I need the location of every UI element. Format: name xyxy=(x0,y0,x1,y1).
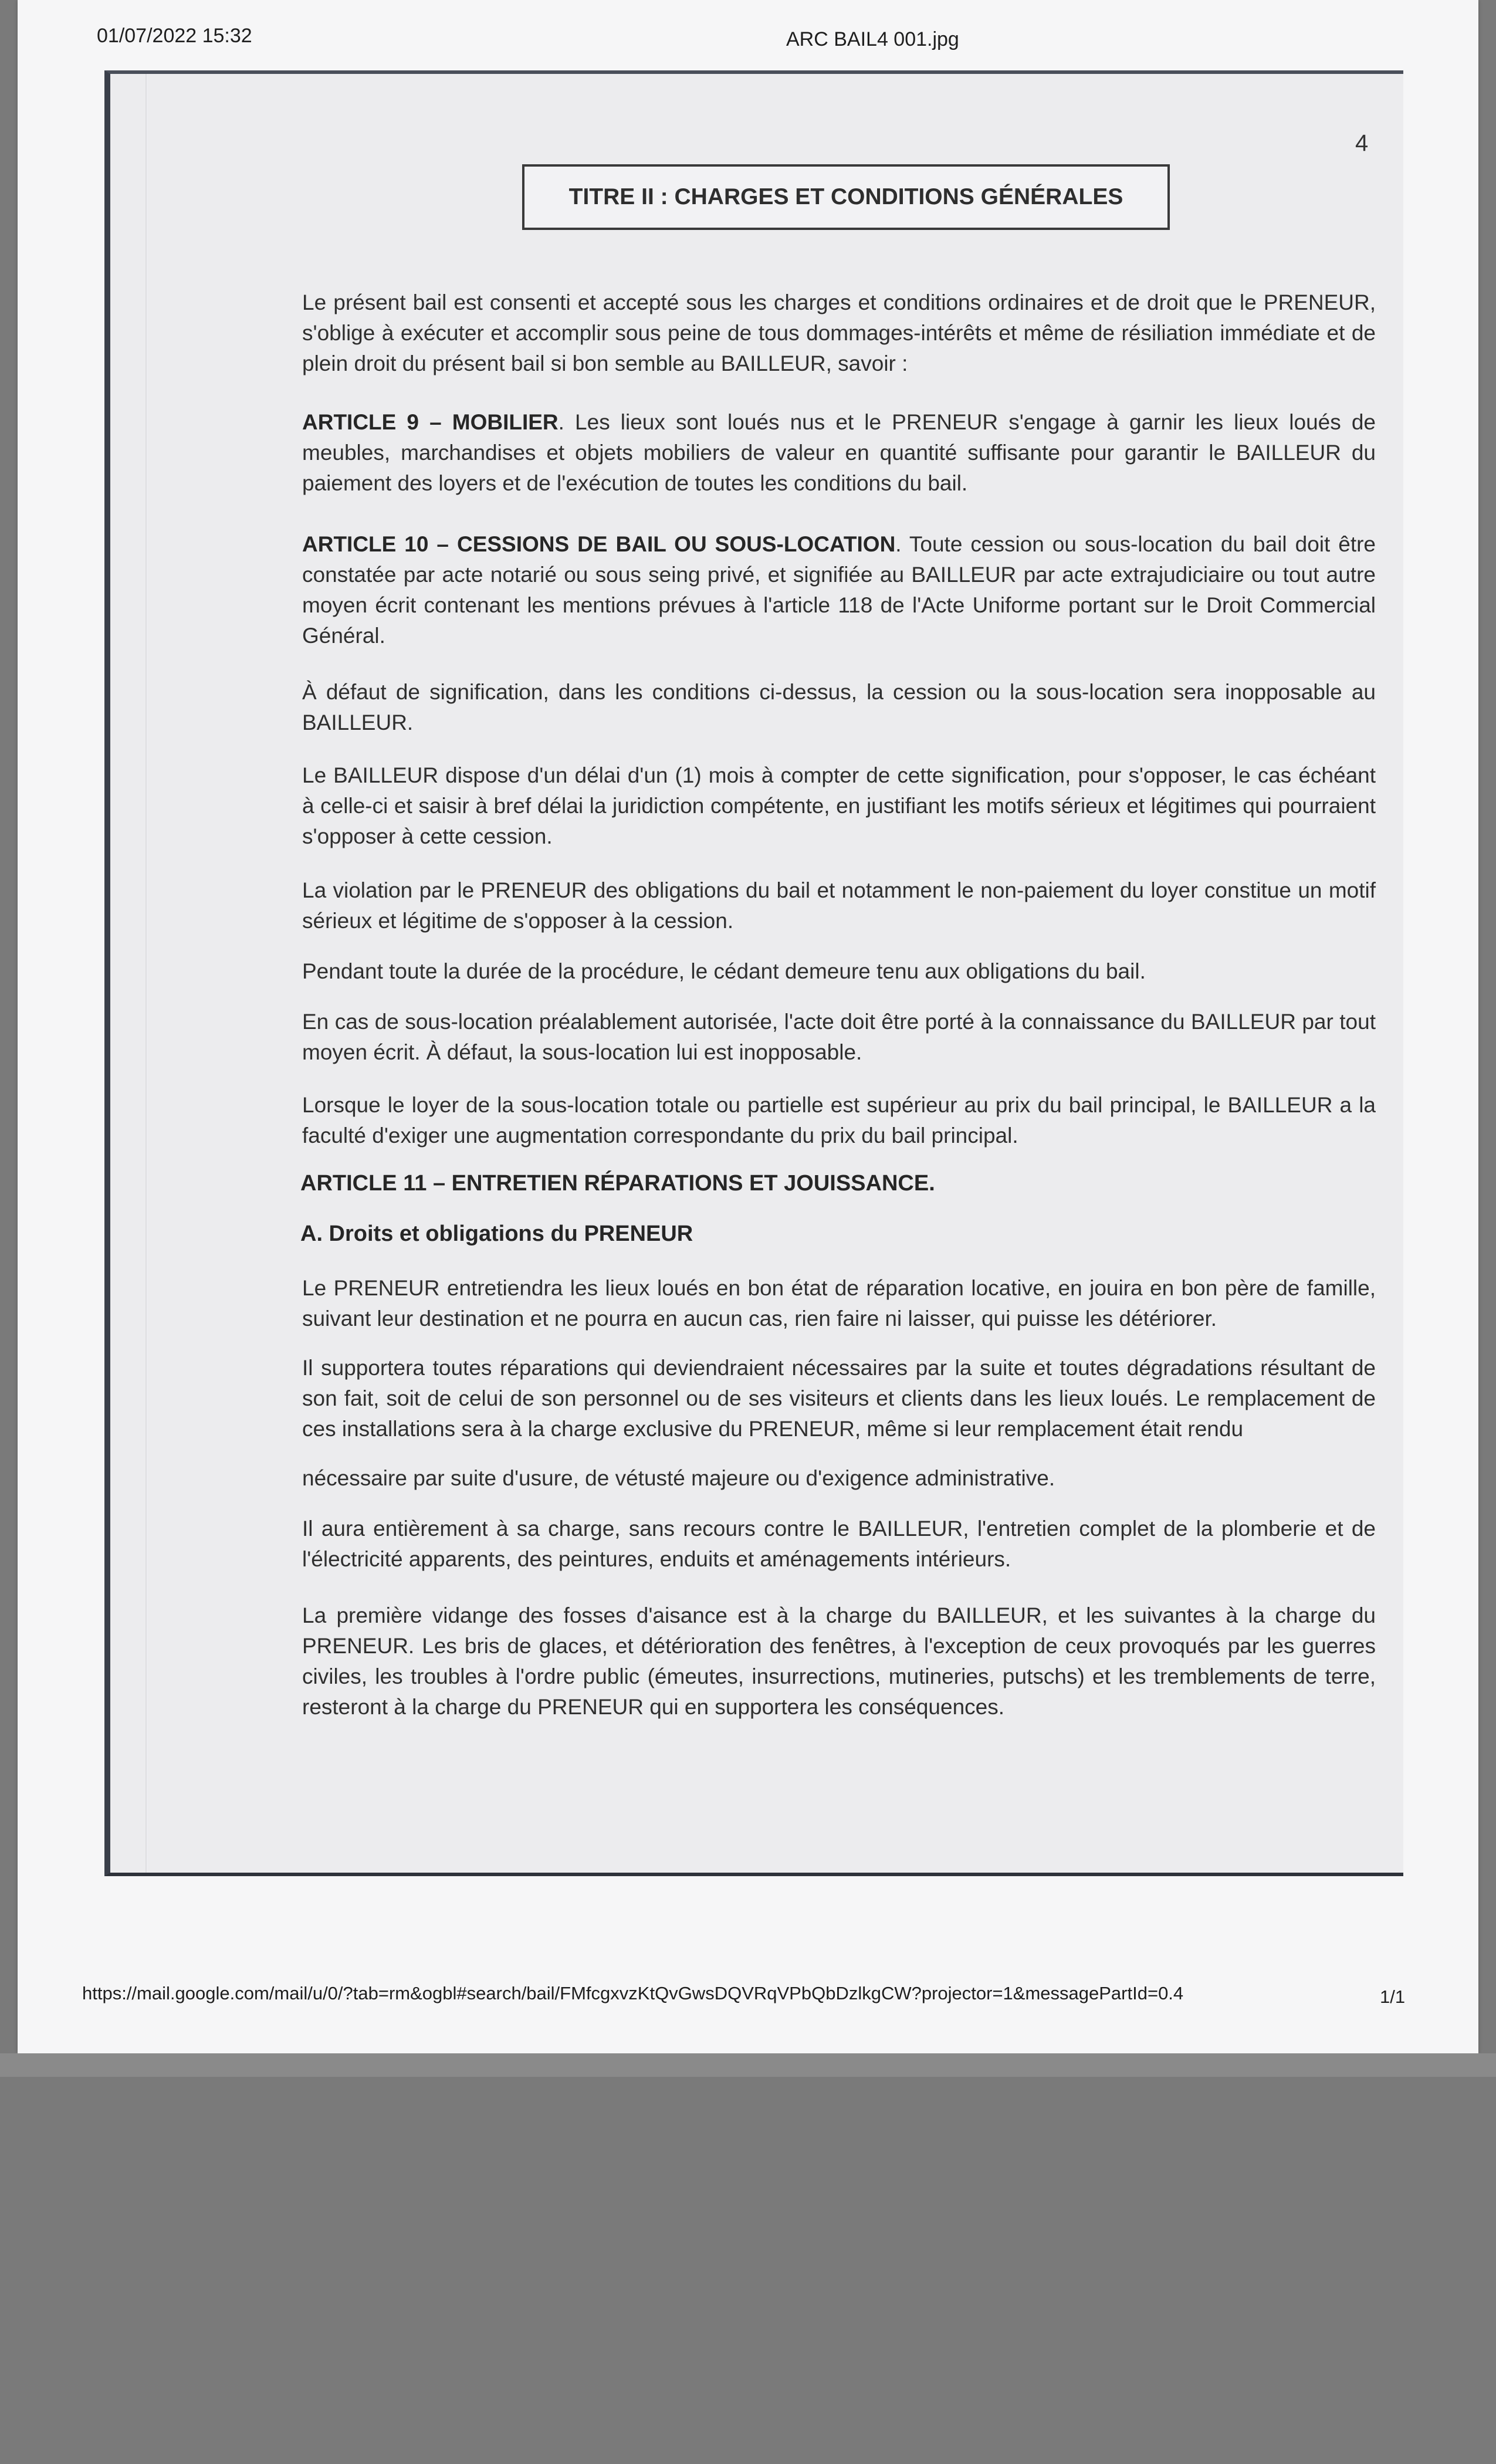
print-footer-page-count: 1/1 xyxy=(1380,1986,1406,2007)
paragraph-plomberie: Il aura entièrement à sa charge, sans recours contre le BAILLEUR, l'entretien complet de la plomberie et de l'électricité apparents, des peintures, enduits et aménagements intérieurs. xyxy=(302,1517,1376,1571)
article-9-text: . Les lieux sont loués nus et le PRENEUR s'engage à garnir les lieux loués de meubles, marchandises et objets mobiliers de valeur en quantité suffisante pour garantir le BAILLEUR du paiement des loyers et de l'exécution de toutes les conditions du bail. xyxy=(302,410,1376,495)
print-header-datetime: 01/07/2022 15:32 xyxy=(97,25,252,47)
section-title: TITRE II : CHARGES ET CONDITIONS GÉNÉRALES xyxy=(568,184,1123,209)
paragraph-loyer-sous-location: Lorsque le loyer de la sous-location totale ou partielle est supérieur au prix du bail principal, le BAILLEUR a la faculté d'exiger une augmentation correspondante du prix du bail principal. xyxy=(302,1093,1376,1148)
section-title-box xyxy=(522,164,1170,230)
paragraph-defaut-signification: À défaut de signification, dans les conditions ci-dessus, la cession ou la sous-location sera inopposable au BAILLEUR. xyxy=(302,680,1376,735)
paragraph-reparations-suite: nécessaire par suite d'usure, de vétusté majeure ou d'exigence administrative. xyxy=(302,1466,1055,1490)
intro-paragraph: Le présent bail est consenti et accepté sous les charges et conditions ordinaires et de droit que le PRENEUR, s'oblige à exécuter et accomplir sous peine de tous dommages-intérêts et même de résiliation immédiate et de plein droit du présent bail si bon semble au BAILLEUR, savoir : xyxy=(302,290,1376,375)
paragraph-entretien: Le PRENEUR entretiendra les lieux loués en bon état de réparation locative, en jouira en bon père de famille, suivant leur destination et ne pourra en aucun cas, rien faire ni laisser, qui puisse les détériorer. xyxy=(302,1276,1376,1331)
paragraph-sous-location: En cas de sous-location préalablement autorisée, l'acte doit être porté à la connaissance du BAILLEUR par tout moyen écrit. À défaut, la sous-location lui est inopposable. xyxy=(302,1010,1376,1064)
paragraph-procedure: Pendant toute la durée de la procédure, le cédant demeure tenu aux obligations du bail. xyxy=(302,959,1146,983)
paragraph-reparations: Il supportera toutes réparations qui deviendraient nécessaires par la suite et toutes dégradations résultant de son fait, soit de celui de son personnel ou de ses visiteurs et clients dans les lieux loués. Le remplacement de ces installations sera à la charge exclusive du PRENEUR, même si leur remplacement était rendu xyxy=(302,1356,1376,1441)
page-fold-shadow xyxy=(145,74,148,1873)
print-footer-url: https://mail.google.com/mail/u/0/?tab=rm&ogbl#search/bail/FMfcgxvzKtQvGwsDQVRqVPbQbDzlkgCW?projector=1&messagePartId=0.4 xyxy=(82,1983,1184,2003)
article-10-heading: ARTICLE 10 – CESSIONS DE BAIL OU SOUS-LOCATION xyxy=(302,532,896,556)
article-9-heading: ARTICLE 9 – MOBILIER xyxy=(302,410,559,434)
paragraph-vidange: La première vidange des fosses d'aisance est à la charge du BAILLEUR, et les suivantes à la charge du PRENEUR. Les bris de glaces, et détérioration des fenêtres, à l'exception de ceux provoqués par les guerres civiles, les troubles à l'ordre public (émeutes, insurrections, mutineries, putschs) et les tremblements de terre, resteront à la charge du PRENEUR qui en supportera les conséquences. xyxy=(302,1603,1376,1719)
article-10-text: . Toute cession ou sous-location du bail doit être constatée par acte notarié ou sous seing privé, et signifiée au BAILLEUR par acte extrajudiciaire ou tout autre moyen écrit contenant les mentions prévues à l'article 118 de l'Acte Uniforme portant sur le Droit Commercial Général. xyxy=(302,532,1376,648)
article-9-paragraph xyxy=(302,407,1376,499)
article-11-heading: ARTICLE 11 – ENTRETIEN RÉPARATIONS ET JOUISSANCE. xyxy=(300,1171,935,1196)
section-a-heading: A. Droits et obligations du PRENEUR xyxy=(300,1221,693,1246)
paragraph-delai-opposition: Le BAILLEUR dispose d'un délai d'un (1) mois à compter de cette signification, pour s'opposer, le cas échéant à celle-ci et saisir à bref délai la juridiction compétente, en justifiant les motifs sérieux et légitimes qui pourraient s'opposer à cette cession. xyxy=(302,763,1376,848)
page-number: 4 xyxy=(1355,130,1369,156)
print-header-title: ARC BAIL4 001.jpg xyxy=(786,28,959,50)
article-10-paragraph xyxy=(302,529,1376,651)
paragraph-violation: La violation par le PRENEUR des obligations du bail et notamment le non-paiement du loyer constitue un motif sérieux et légitime de s'opposer à la cession. xyxy=(302,878,1376,933)
scanner-bed-strip xyxy=(0,2053,1496,2077)
